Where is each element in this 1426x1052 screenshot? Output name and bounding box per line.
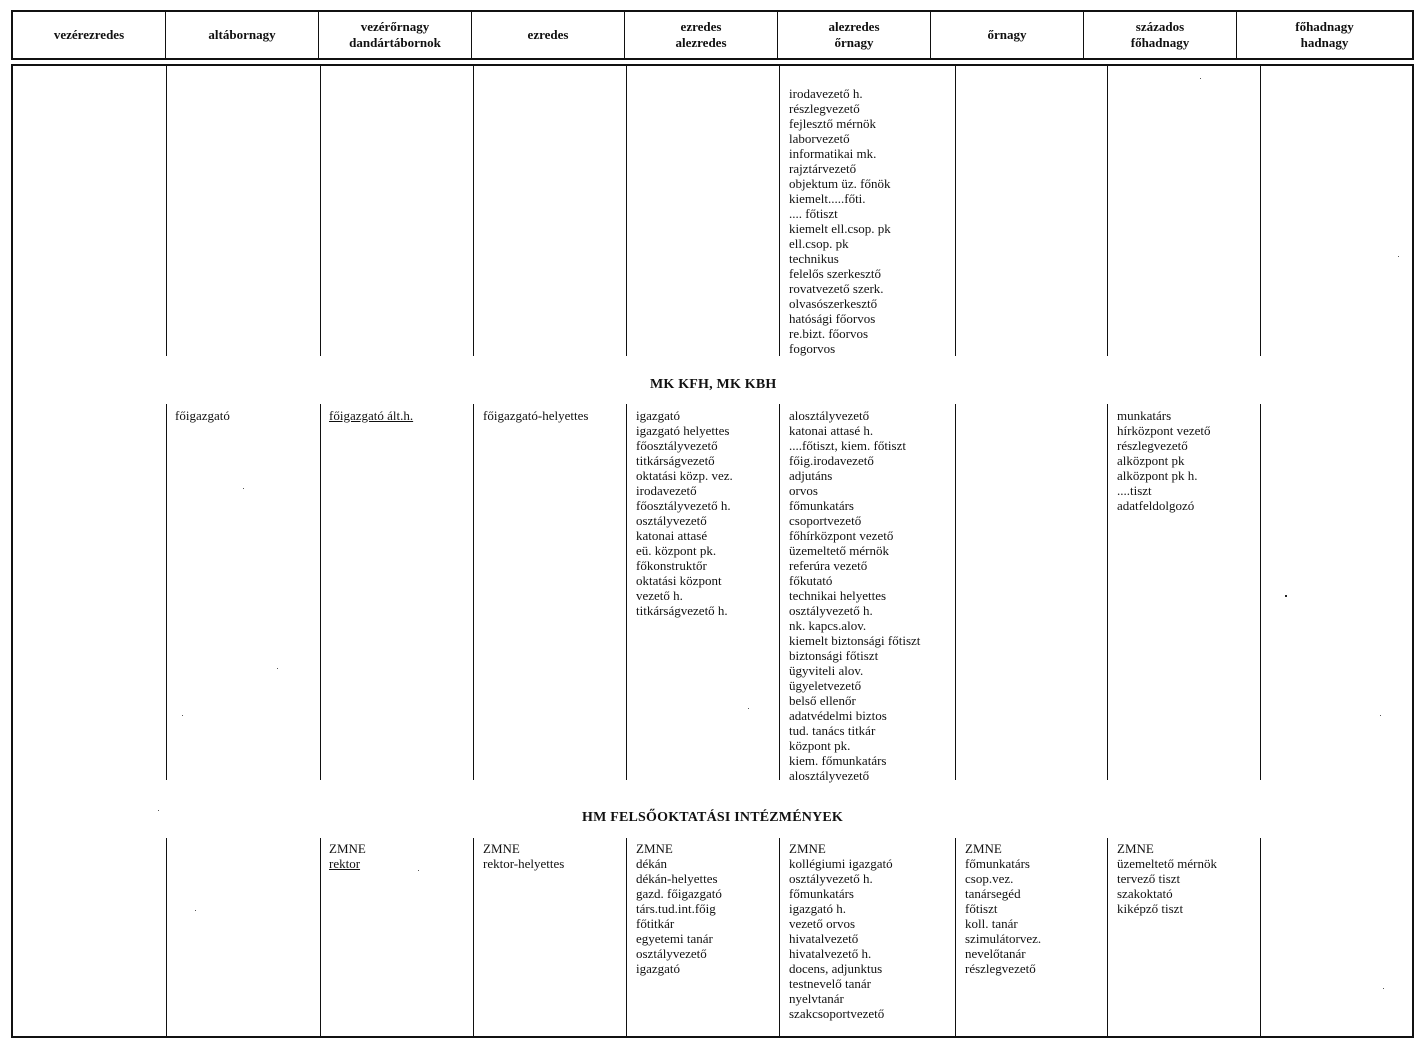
scan-speck (1380, 715, 1381, 716)
column-line (473, 404, 474, 780)
position-title: részlegvezető (965, 961, 1036, 976)
position-title: főtitkár (636, 916, 675, 931)
position-title: munkatárs (1117, 408, 1172, 423)
position-title: gazd. főigazgató (636, 886, 722, 901)
position-title: hivatalvezető (789, 931, 859, 946)
position-title: osztályvezető h. (789, 603, 873, 618)
column-line (166, 66, 167, 356)
section-title-hm: HM FELSŐOKTATÁSI INTÉZMÉNYEK (582, 810, 844, 825)
column-line (626, 838, 627, 1036)
position-title: egyetemi tanár (636, 931, 713, 946)
position-title: tervező tiszt (1117, 871, 1181, 886)
position-title: re.bizt. főorvos (789, 326, 869, 341)
position-title: technikus (789, 251, 839, 266)
header-ezredes: ezredes (472, 12, 625, 58)
position-title: főig.irodavezető (789, 453, 874, 468)
position-title: igazgató (636, 408, 681, 423)
position-title: főigazgató ált.h. (329, 408, 414, 423)
position-title: osztályvezető h. (789, 871, 873, 886)
scan-speck (182, 715, 183, 716)
header-fohadnagy: főhadnagy hadnagy (1295, 19, 1354, 50)
position-title: főosztályvezető h. (636, 498, 731, 513)
position-title: üzemeltető mérnök (1117, 856, 1217, 871)
position-title: részlegvezető (789, 101, 860, 116)
column-line (626, 404, 627, 780)
position-title: társ.tud.int.főig (636, 901, 716, 916)
position-title: rovatvezető szerk. (789, 281, 884, 296)
column-line (1260, 838, 1261, 1036)
column-line (1107, 66, 1108, 356)
position-title: olvasószerkesztő (789, 296, 878, 311)
header-altabornagy: altábornagy (166, 12, 319, 58)
position-title: hírközpont vezető (1117, 423, 1211, 438)
position-title: adatfeldolgozó (1117, 498, 1195, 513)
position-title: ZMNE (965, 841, 1002, 856)
position-title: adatvédelmi biztos (789, 708, 887, 723)
column-line (473, 66, 474, 356)
position-title: főtiszt (965, 901, 998, 916)
position-title: ügyviteli alov. (789, 663, 864, 678)
position-title: szakcsoportvezető (789, 1006, 885, 1021)
top-alezredes-ornagy-list (789, 86, 891, 356)
position-title: irodavezető (636, 483, 697, 498)
scan-speck (277, 668, 278, 669)
position-title: .... főtiszt (789, 206, 838, 221)
position-title: informatikai mk. (789, 146, 877, 161)
mk-vezerornagy-list (329, 408, 413, 423)
scan-speck (1398, 256, 1399, 257)
scan-speck (748, 708, 749, 709)
column-line (1107, 404, 1108, 780)
position-title: referúra vezető (789, 558, 868, 573)
position-title: biztonsági főtiszt (789, 648, 879, 663)
position-title: főmunkatárs (789, 886, 854, 901)
position-title: kiem. főmunkatárs (789, 753, 887, 768)
position-title: főkutató (789, 573, 833, 588)
position-title: szimulátorvez. (965, 931, 1042, 946)
position-title: docens, adjunktus (789, 961, 883, 976)
position-title: tud. tanács titkár (789, 723, 876, 738)
position-title: ZMNE (329, 841, 366, 856)
position-title: ZMNE (483, 841, 520, 856)
position-title: ell.csop. pk (789, 236, 849, 251)
column-line (1107, 838, 1108, 1036)
column-line (166, 838, 167, 1036)
scan-speck (1285, 595, 1287, 597)
scan-speck (1383, 988, 1384, 989)
header-szazados: százados főhadnagy (1084, 12, 1237, 58)
position-title: főmunkatárs (789, 498, 854, 513)
position-title: kiképző tiszt (1117, 901, 1184, 916)
scan-speck (195, 910, 196, 911)
position-title: nyelvtanár (789, 991, 844, 1006)
column-line (320, 66, 321, 356)
column-line (1260, 66, 1261, 356)
mk-ezredes-alezredes-list (636, 408, 733, 618)
position-title: technikai helyettes (789, 588, 887, 603)
position-title: üzemeltető mérnök (789, 543, 889, 558)
column-line (955, 838, 956, 1036)
position-title: központ pk. (789, 738, 851, 753)
mk-szazados-list (1117, 408, 1211, 513)
position-title: nevelőtanár (965, 946, 1026, 961)
position-title: rektor (329, 856, 361, 871)
position-title: ügyeletvezető (789, 678, 862, 693)
position-title: oktatási közp. vez. (636, 468, 733, 483)
header-ezredes-alezredes: ezredes alezredes (625, 12, 778, 58)
column-line (166, 404, 167, 780)
scan-speck (243, 488, 244, 489)
hm-ezredes-alezredes-list (636, 841, 722, 976)
position-title: nk. kapcs.alov. (789, 618, 867, 633)
position-title: részlegvezető (1117, 438, 1188, 453)
scan-speck (158, 810, 159, 811)
position-title: vezető orvos (789, 916, 856, 931)
position-title: csoportvezető (789, 513, 862, 528)
hm-alezredes-ornagy-list (789, 841, 893, 1021)
position-title: irodavezető h. (789, 86, 863, 101)
position-title: adjutáns (789, 468, 833, 483)
rank-header-row (11, 10, 1414, 60)
position-title: kiemelt biztonsági főtiszt (789, 633, 921, 648)
position-title: főosztályvezető (636, 438, 718, 453)
position-title: ....főtiszt, kiem. főtiszt (789, 438, 906, 453)
position-title: osztályvezető (636, 513, 707, 528)
hm-ornagy-list (965, 841, 1041, 976)
position-title: ZMNE (636, 841, 673, 856)
header-alezredes-ornagy: alezredes őrnagy (778, 12, 931, 58)
position-title: koll. tanár (965, 916, 1018, 931)
position-title: vezető h. (636, 588, 683, 603)
position-title: oktatási központ (636, 573, 722, 588)
column-line (473, 838, 474, 1036)
position-title: dékán-helyettes (636, 871, 718, 886)
position-title: kollégiumi igazgató (789, 856, 893, 871)
position-title: szakoktató (1117, 886, 1173, 901)
position-title: főmunkatárs (965, 856, 1030, 871)
position-title: orvos (789, 483, 818, 498)
hm-szazados-list (1117, 841, 1217, 916)
position-title: főigazgató-helyettes (483, 408, 589, 423)
position-title: fogorvos (789, 341, 836, 356)
column-line (320, 838, 321, 1036)
position-title: igazgató (636, 961, 681, 976)
position-title: titkárságvezető h. (636, 603, 728, 618)
position-title: hivatalvezető h. (789, 946, 872, 961)
position-title: főhírközpont vezető (789, 528, 894, 543)
column-line (626, 66, 627, 356)
position-title: hatósági főorvos (789, 311, 876, 326)
position-title: kiemelt.....főti. (789, 191, 866, 206)
column-line (779, 838, 780, 1036)
position-title: testnevelő tanár (789, 976, 871, 991)
header-vezerezredes: vezérezredes (13, 12, 166, 58)
position-title: ZMNE (789, 841, 826, 856)
position-title: alosztályvezető (789, 408, 870, 423)
position-title: laborvezető (789, 131, 850, 146)
column-line (955, 404, 956, 780)
position-title: objektum üz. főnök (789, 176, 891, 191)
column-line (1260, 404, 1261, 780)
position-title: dékán (636, 856, 668, 871)
position-title: alosztályvezető (789, 768, 870, 783)
header-vezerornagy: vezérőrnagy dandártábornok (319, 12, 472, 58)
section-title-mk: MK KFH, MK KBH (650, 377, 777, 392)
position-title: katonai attasé (636, 528, 708, 543)
position-title: felelős szerkesztő (789, 266, 882, 281)
position-title: ....tiszt (1117, 483, 1152, 498)
position-title: osztályvezető (636, 946, 707, 961)
position-title: alközpont pk (1117, 453, 1185, 468)
position-title: rajztárvezető (789, 161, 857, 176)
mk-ezredes-list (483, 408, 588, 423)
position-title: alközpont pk h. (1117, 468, 1198, 483)
position-title: belső ellenőr (789, 693, 856, 708)
position-title: főigazgató (175, 408, 230, 423)
hm-vezerornagy-list (329, 841, 366, 871)
position-title: ZMNE (1117, 841, 1154, 856)
mk-altabornagy-list (175, 408, 230, 423)
position-title: igazgató helyettes (636, 423, 730, 438)
position-title: katonai attasé h. (789, 423, 874, 438)
position-title: tanársegéd (965, 886, 1021, 901)
scan-speck (1200, 78, 1201, 79)
scan-speck (418, 870, 419, 871)
position-title: rektor-helyettes (483, 856, 565, 871)
position-title: csop.vez. (965, 871, 1014, 886)
position-title: fejlesztő mérnök (789, 116, 876, 131)
mk-alezredes-ornagy-list (789, 408, 920, 783)
header-ornagy: őrnagy (931, 12, 1084, 58)
column-line (779, 404, 780, 780)
hm-ezredes-list (483, 841, 564, 871)
position-title: főkonstruktőr (636, 558, 707, 573)
position-title: igazgató h. (789, 901, 847, 916)
position-title: kiemelt ell.csop. pk (789, 221, 891, 236)
position-title: eü. központ pk. (636, 543, 717, 558)
column-line (320, 404, 321, 780)
column-line (955, 66, 956, 356)
column-line (779, 66, 780, 356)
position-title: titkárságvezető (636, 453, 715, 468)
